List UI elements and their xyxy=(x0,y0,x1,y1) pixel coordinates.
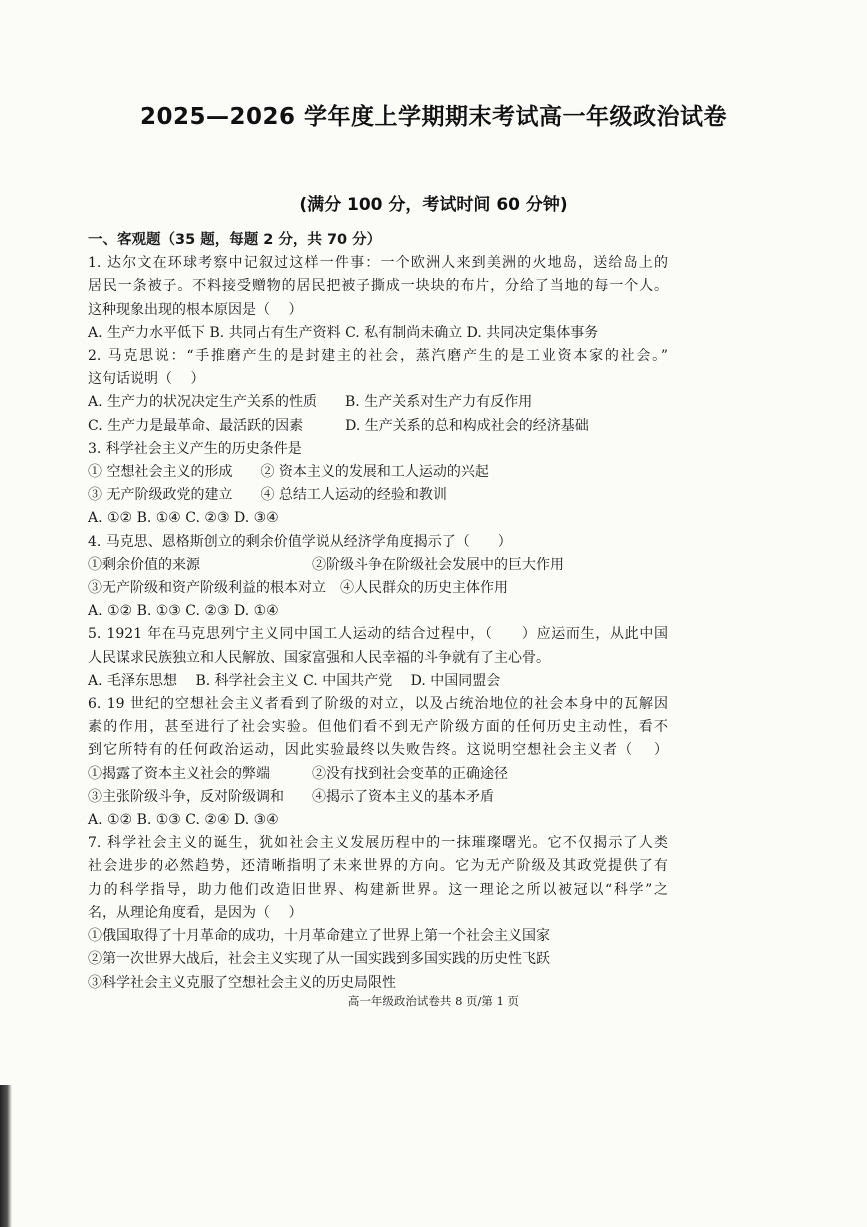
option-line: A. ①② B. ①④ C. ②③ D. ③④ xyxy=(88,510,279,527)
option-line: ③ 无产阶级政党的建立 ④ 总结工人运动的经验和教训 xyxy=(88,487,447,504)
question-line: 素的作用，甚至进行了社会实验。但他们看不到无产阶级方面的任何历史主动性，看不 xyxy=(88,719,668,736)
option-line: ①揭露了资本主义社会的弊端 ②没有找到社会变革的正确途径 xyxy=(88,765,508,782)
option-line: ②第一次世界大战后，社会主义实现了从一国实践到多国实践的历史性飞跃 xyxy=(88,951,550,968)
question-line: 2. 马克思说：“手推磨产生的是封建主的社会，蒸汽磨产生的是工业资本家的社会。” xyxy=(88,348,668,365)
question-line: 5. 1921 年在马克思列宁主义同中国工人运动的结合过程中，（ ）应运而生，从此中国 xyxy=(88,626,668,643)
section-heading: 一、客观题（35 题，每题 2 分，共 70 分） xyxy=(88,232,382,248)
question-line: 3. 科学社会主义产生的历史条件是 xyxy=(88,440,302,457)
option-line: ③无产阶级和资产阶级利益的根本对立 ④人民群众的历史主体作用 xyxy=(88,580,508,597)
question-line: 7. 科学社会主义的诞生，犹如社会主义发展历程中的一抹璀璨曙光。它不仅揭示了人类 xyxy=(88,835,668,852)
option-line: ①俄国取得了十月革命的成功，十月革命建立了世界上第一个社会主义国家 xyxy=(88,928,550,945)
option-line: ① 空想社会主义的形成 ② 资本主义的发展和工人运动的兴起 xyxy=(88,464,489,481)
question-body xyxy=(88,229,668,995)
option-line: A. ①② B. ①③ C. ②④ D. ③④ xyxy=(88,812,279,829)
option-line: C. 生产力是最革命、最活跃的因素 D. 生产关系的总和构成社会的经济基础 xyxy=(88,417,589,434)
question-line: 6. 19 世纪的空想社会主义者看到了阶级的对立，以及占统治地位的社会本身中的瓦解因 xyxy=(88,696,668,713)
question-line: 这句话说明（ ） xyxy=(88,371,205,388)
question-line: 1. 达尔文在环球考察中记叙过这样一件事：一个欧洲人来到美洲的火地岛，送给岛上的 xyxy=(88,255,668,272)
exam-title: 2025—2026 学年度上学期期末考试高一年级政治试卷 xyxy=(139,104,728,130)
option-line: ③科学社会主义克服了空想社会主义的历史局限性 xyxy=(88,974,396,991)
question-line: 名，从理论角度看，是因为（ ） xyxy=(88,904,303,921)
option-line: ①剩余价值的来源 ②阶级斗争在阶级社会发展中的巨大作用 xyxy=(88,556,564,573)
question-line: 到它所特有的任何政治运动，因此实验最终以失败告终。这说明空想社会主义者（ ） xyxy=(88,742,668,759)
question-line: 居民一条被子。不料接受赠物的居民把被子撕成一块块的布片，分给了当地的每一个人。 xyxy=(88,278,668,295)
option-line: ③主张阶级斗争，反对阶级调和 ④揭示了资本主义的基本矛盾 xyxy=(88,788,494,805)
question-line: 人民谋求民族独立和人民解放、国家富强和人民幸福的斗争就有了主心骨。 xyxy=(88,649,550,666)
option-line: A. ①② B. ①③ C. ②③ D. ①④ xyxy=(88,603,279,620)
question-line: 社会进步的必然趋势，还清晰指明了未来世界的方向。它为无产阶级及其政党提供了有 xyxy=(88,858,668,875)
option-line: A. 生产力水平低下 B. 共同占有生产资料 C. 私有制尚未确立 D. 共同决定集体事务 xyxy=(88,324,599,341)
option-line: A. 毛泽东思想 B. 科学社会主义 C. 中国共产党 D. 中国同盟会 xyxy=(88,672,501,689)
scan-shadow xyxy=(0,1085,12,1227)
question-line: 力的科学指导，助力他们改造旧世界、构建新世界。这一理论之所以被冠以“科学”之 xyxy=(88,881,668,898)
question-line: 这种现象出现的根本原因是（ ） xyxy=(88,301,303,318)
exam-subtitle: (满分 100 分，考试时间 60 分钟) xyxy=(299,195,568,215)
question-line: 4. 马克思、恩格斯创立的剩余价值学说从经济学角度揭示了（ ） xyxy=(88,533,512,550)
option-line: A. 生产力的状况决定生产关系的性质 B. 生产关系对生产力有反作用 xyxy=(88,394,533,411)
page-footer: 高一年级政治试卷共 8 页/第 1 页 xyxy=(347,994,520,1008)
